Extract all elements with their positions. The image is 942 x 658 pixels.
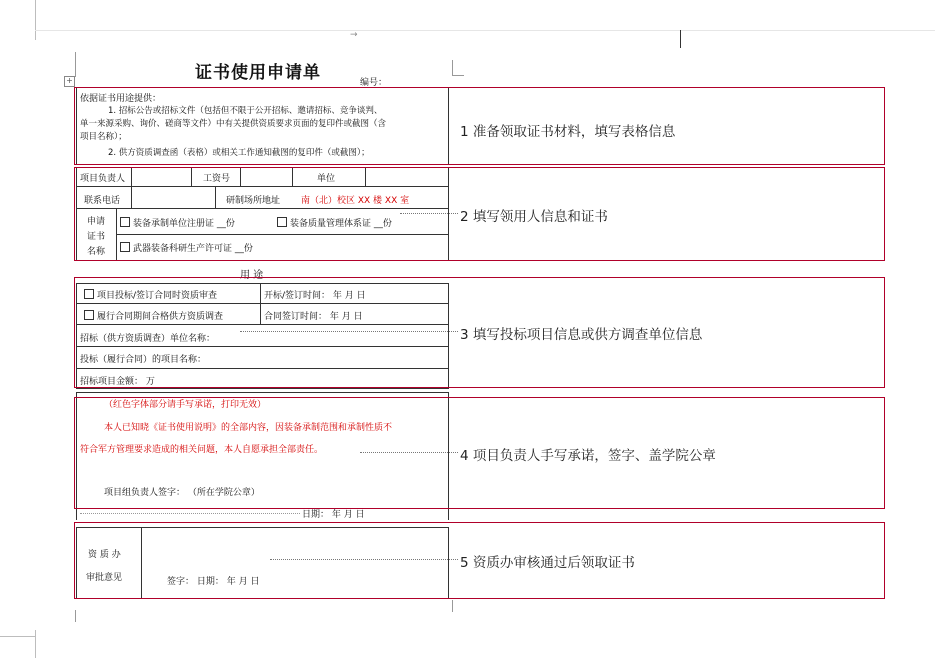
leader-3 <box>240 331 458 332</box>
bid-time: 开标/签订时间： 年 月 日 <box>264 291 366 301</box>
approval-label-line1: 资 质 办 <box>88 550 121 560</box>
leader-5 <box>270 559 458 560</box>
approval-label-line2: 审批意见 <box>86 573 123 583</box>
text-cursor <box>680 30 681 48</box>
unit-label: 单位 <box>317 174 336 184</box>
address-value: 南（北）校区 XX 楼 XX 室 <box>301 196 410 206</box>
section1-item1-line1: 1. 招标公告或招标文件（包括但不限于公开招标、邀请招标、竞争谈判、 <box>108 106 383 116</box>
pledge-note: （红色字体部分请手写承诺，打印无效） <box>104 400 267 410</box>
section1-intro: 依据证书用途提供： <box>80 94 162 104</box>
cert-name-label-3: 名称 <box>87 247 106 257</box>
cert-option1-label: 装备承制单位注册证 __份 <box>133 219 235 229</box>
margin-mark-tl <box>75 52 76 77</box>
margin-mark-tr <box>452 60 453 75</box>
annotation-5: 5 资质办审核通过后领取证书 <box>460 555 635 571</box>
section1-item2: 2. 供方资质调查函（表格）或相关工作通知截图的复印件（或截图）； <box>108 148 370 158</box>
phone-label: 联系电话 <box>84 196 121 206</box>
leader-date <box>80 513 300 514</box>
page-edge-top <box>35 30 935 31</box>
annotation-1: 1 准备领取证书材料，填写表格信息 <box>460 124 676 140</box>
table-move-handle[interactable]: + <box>64 76 75 87</box>
leader-4 <box>360 452 458 453</box>
project-lead-label: 项目负责人 <box>80 174 126 184</box>
cert-name-label-1: 申请 <box>87 217 106 227</box>
usage-label: 用 途 <box>240 270 264 281</box>
bid-unit: 招标（供方资质调查）单位名称： <box>80 334 216 344</box>
margin-mark-br <box>452 600 453 612</box>
pledge-line1: 本人已知晓《证书使用说明》的全部内容，因装备承制范围和承制性质不 <box>104 423 393 433</box>
page-edge-bottom <box>0 636 36 637</box>
margin-mark-tr-h <box>452 75 464 76</box>
section1-item1-line3: 项目名称）； <box>80 132 127 142</box>
annotation-4: 4 项目负责人手写承诺，签字、盖学院公章 <box>460 448 716 464</box>
bid-amount: 招标项目金额： 万 <box>80 377 155 387</box>
cert-name-label-2: 证书 <box>87 232 106 242</box>
annotation-2: 2 填写领用人信息和证书 <box>460 209 608 225</box>
tab-arrow-mark: → <box>350 30 358 40</box>
pledge-line2: 符合军方管理要求造成的相关问题，本人自愿承担全部责任。 <box>80 445 324 455</box>
number-label: 编号： <box>360 78 388 88</box>
page-edge-left-top <box>35 0 36 40</box>
pledge-date: 日期： 年 月 日 <box>302 510 365 520</box>
lead-signature: 项目组负责人签字： （所在学院公章） <box>104 488 260 498</box>
bid-review-label: 项目投标/签订合同时资质审查 <box>97 291 218 301</box>
margin-mark-bl <box>75 610 76 622</box>
page-edge-left-bottom <box>35 630 36 658</box>
cert-option3-label: 武器装备科研生产许可证 __份 <box>133 244 253 254</box>
staff-id-label: 工资号 <box>203 174 231 184</box>
cert-option2-label: 装备质量管理体系证 __份 <box>290 219 392 229</box>
annotation-3: 3 填写投标项目信息或供方调查单位信息 <box>460 327 703 343</box>
contract-review-label: 履行合同期间合格供方资质调查 <box>97 312 224 322</box>
approval-signature: 签字： 日期： 年 月 日 <box>167 577 260 587</box>
bid-project: 投标（履行合同）的项目名称： <box>80 355 207 365</box>
document-title: 证书使用申请单 <box>195 63 321 83</box>
leader-2 <box>400 213 458 214</box>
section1-item1-line2: 单一来源采购、询价、磋商等文件）中有关提供资质要求页面的复印件或截图（含 <box>80 119 387 129</box>
contract-time: 合同签订时间： 年 月 日 <box>264 312 363 322</box>
address-label: 研制场所地址 <box>226 196 281 206</box>
